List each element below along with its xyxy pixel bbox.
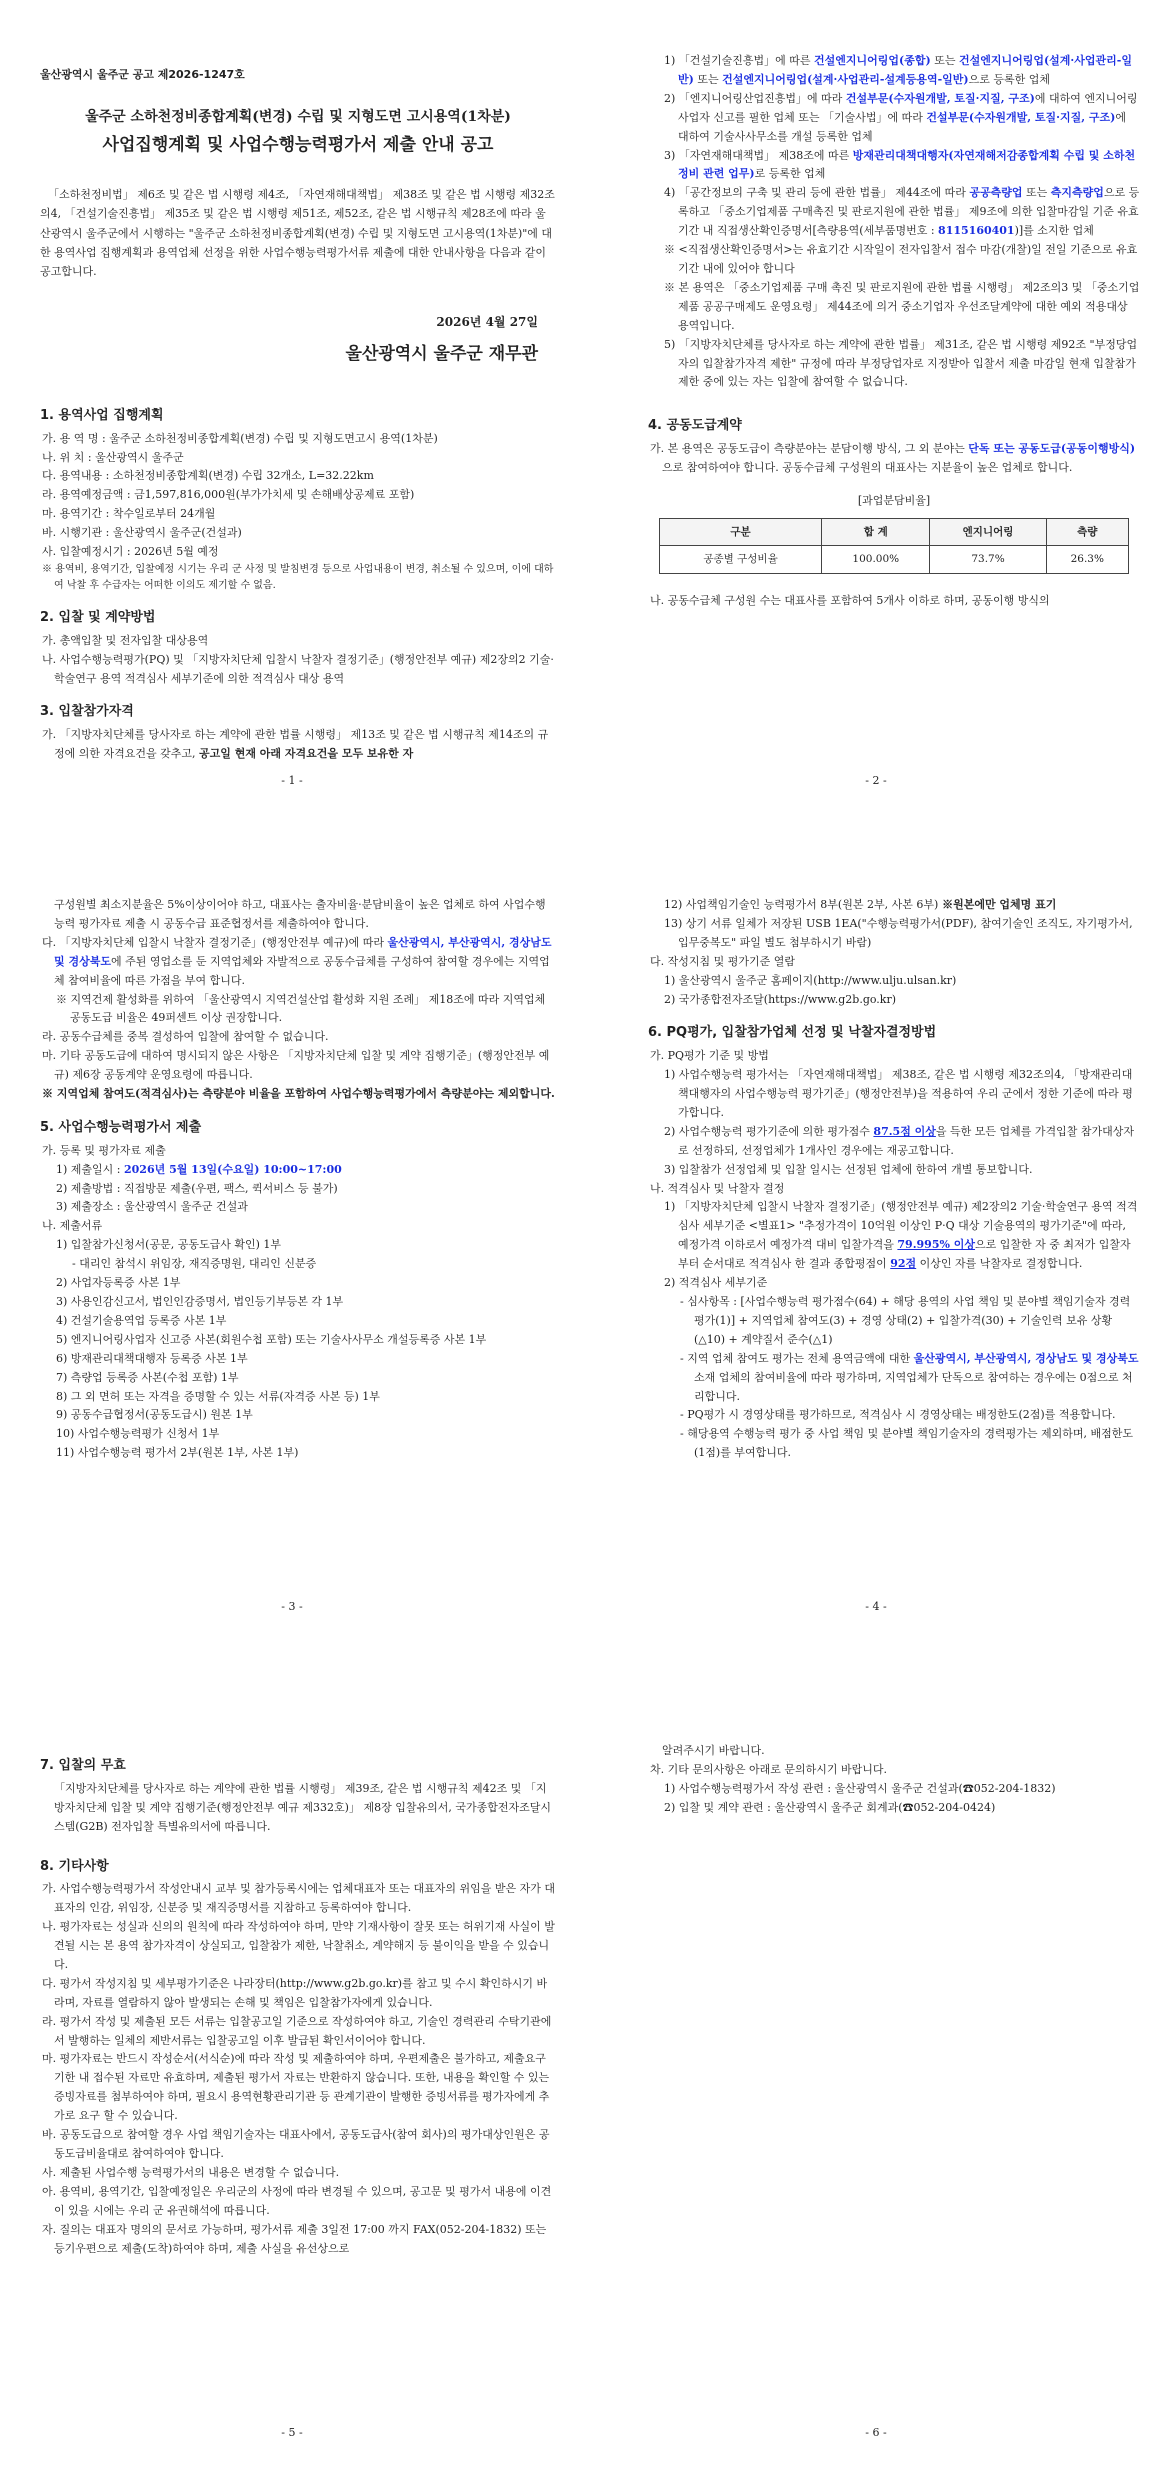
s3-note-2: ※ 본 용역은 「중소기업제품 구매 촉진 및 판로지원에 관한 법률 시행령」 제2조의3 및 「중소기업제품 공공구매제도 운영요령」 제44조에 의거 중소기업자 우선조달계약에 대한 예외 적용대상 용역입니다. — [664, 280, 1140, 332]
s4-item-ma: 마. 기타 공동도급에 대하여 명시되지 않은 사항은 「지방자치단체 입찰 및 계약 집행기준」(행정안전부 예규) 제6장 공동계약 운영요령에 따릅니다. — [42, 1049, 550, 1082]
s8-item: 나. 평가자료는 성실과 신의의 원칙에 따라 작성하여야 하며, 만약 기재사항이 잘못 또는 허위기재 사실이 발견될 시는 본 용역 참가자격이 상실되고, 입찰참가 제한, 낙찰취소, 계약해지 등 불이익을 받을 수 있습니다. — [42, 1920, 555, 1971]
notice-number: 울산광역시 울주군 공고 제2026-1247호 — [40, 68, 245, 81]
table-cell: 100.00% — [822, 546, 930, 574]
s8-item: 바. 공동도급으로 참여할 경우 사업 책임기술자는 대표사에서, 공동도급사(참여 회사)의 평가대상인원은 공동도급비율대로 참여하여야 합니다. — [42, 2128, 550, 2160]
s1-item: 사. 입찰예정시기 : 2026년 5월 예정 — [42, 545, 219, 559]
table-header: 구분 — [660, 518, 822, 546]
table-caption: [과업분담비율] — [857, 493, 931, 507]
s8-item: 다. 평가서 작성지침 및 세부평가기준은 나라장터(http://www.g2b.go.kr)를 참고 및 수시 확인하시기 바라며, 자료를 열람하지 않아 발생되는 손해 및 책임은 입찰참가자에게 있습니다. — [42, 1976, 548, 2009]
s5-doc: 3) 사용인감신고서, 법인인감증명서, 법인등기부등본 각 1부 — [56, 1295, 344, 1309]
contact-item: 1) 사업수행능력평가서 작성 관련 : 울산광역시 울주군 건설과(☎052-204-1832) — [664, 1781, 1056, 1795]
s3-cond-1: 1) 「건설기술진흥법」에 따른 건설엔지니어링업(종합) 또는 건설엔지니어링업(설계·사업관리-일반) 또는 건설엔지니어링업(설계·사업관리-설계등용역-일반)으로 등록한 업체 — [664, 54, 1132, 86]
table-cell: 공종별 구성비율 — [660, 546, 822, 574]
s8-item: 아. 용역비, 용역기간, 입찰예정일은 우리군의 사정에 따라 변경될 수 있으며, 공고문 및 평가서 내용에 이견이 있을 시에는 우리 군 유권해석에 따릅니다. — [42, 2184, 552, 2217]
s6-na-2a: - 심사항목 : [사업수행능력 평가점수(64) + 해당 용역의 사업 책임 및 분야별 책임기술자 경력 평가(1)] + 지역업체 참여도(3) + 경영 상태(2) + 입찰가격(30) + 기술인력 보유 상황(△10) + 계약질서 준수(△1) — [680, 1295, 1131, 1346]
s4-item-na: 나. 공동수급체 구성원 수는 대표사를 포함하여 5개사 이하로 하며, 공동이행 방식의 — [650, 594, 1050, 608]
s4-note-bold: ※ 지역업체 참여도(적격심사)는 측량분야 비율을 포함하여 사업수행능력평가에서 측량분야는 제외합니다. — [42, 1087, 555, 1101]
notice-title-line1: 울주군 소하천정비종합계획(변경) 수립 및 지형도면 고시용역(1차분) — [85, 108, 511, 125]
s8-item: 라. 평가서 작성 및 제출된 모든 서류는 입찰공고일 기준으로 작성하여야 하고, 기술인 경력관리 수탁기관에서 발행하는 일체의 제반서류는 입찰공고일 이후 발급된 확인서이어야 합니다. — [42, 2014, 552, 2047]
s2-item: 가. 총액입찰 및 전자입찰 대상용역 — [42, 633, 209, 647]
page-3 — [0, 826, 584, 1652]
page-number: - 5 - — [281, 2426, 303, 2440]
section-5-title: 5. 사업수행능력평가서 제출 — [40, 1119, 202, 1135]
s3-cond-3: 3) 「자연재해대책법」 제38조에 따른 방재관리대책대행자(자연재해저감종합계획 수립 및 소하천정비 관련 업무)로 등록한 업체 — [664, 148, 1136, 181]
s8-item: 사. 제출된 사업수행 능력평가서의 내용은 변경할 수 없습니다. — [42, 2165, 340, 2179]
page-6 — [584, 1652, 1168, 2478]
s4-item-ra: 라. 공동수급체를 중복 결성하여 입찰에 참여할 수 없습니다. — [42, 1030, 329, 1044]
intro-paragraph: 「소하천정비법」 제6조 및 같은 법 시행령 제4조, 「자연재해대책법」 제38조 및 같은 법 시행령 제32조의4, 「건설기술진흥법」 제35조 및 같은 법 시행령 제51조, 제52조, 같은 법 시행규칙 제28조에 따라 울산광역시 울주군에서 시행하는 "울주군 소하천정비종합계획(변경) 수립 및 지형도면 고시용역(1차분)"에 대한 용역사업 집행계획과 용역업체 선정을 위한 사업수행능력평가서류 제출에 대한 안내사항을 다음과 같이 공고합니다. — [40, 188, 555, 279]
contact-item: 2) 입찰 및 계약 관련 : 울산광역시 울주군 회계과(☎052-204-0424) — [664, 1800, 996, 1814]
s5-doc: - 대리인 참석시 위임장, 재직증명원, 대리인 신분증 — [72, 1257, 317, 1271]
s8-item: 마. 평가자료는 반드시 작성순서(서식순)에 따라 작성 및 제출하여야 하며, 우편제출은 불가하고, 제출요구 기한 내 접수된 자료만 유효하며, 제출된 평가서 자료는 반환하지 않습니다. 또한, 내용을 확인할 수 있는 증빙자료를 첨부하여야 하며, 필요시 용역현황관리기관 등 관계기관이 발행한 증빙서류를 평가자에게 추가로 요구 할 수 있습니다. — [42, 2052, 550, 2123]
s6-na-2d: - 해당용역 수행능력 평가 중 사업 책임 및 분야별 책임기술자의 경력평가는 제외하며, 배점한도(1점)를 부여합니다. — [680, 1427, 1133, 1460]
table-header: 합 계 — [822, 518, 930, 546]
s6-na-2c: - PQ평가 시 경영상태를 평가하므로, 적격심사 시 경영상태는 배정한도(2점)를 적용합니다. — [680, 1408, 1116, 1422]
share-ratio-table — [659, 518, 1129, 575]
s5-sub-da: 다. 작성지침 및 평가기준 열람 — [650, 954, 795, 968]
section-3-title: 3. 입찰참가자격 — [40, 704, 134, 720]
s6-na-2: 2) 적격심사 세부기준 — [664, 1276, 768, 1290]
s5-doc: 1) 입찰참가신청서(공문, 공동도급사 확인) 1부 — [56, 1238, 281, 1252]
s5-link[interactable]: 2) 국가종합전자조달(https://www.g2b.go.kr) — [664, 992, 897, 1006]
s6-sub-ga: 가. PQ평가 기준 및 방법 — [650, 1049, 769, 1063]
page-number: - 1 - — [281, 774, 303, 788]
s6-sub-na: 나. 적격심사 및 낙찰자 결정 — [650, 1181, 785, 1195]
s5-doc: 5) 엔지니어링사업자 신고증 사본(회원수첩 포함) 또는 기술사사무소 개설등록증 사본 1부 — [56, 1332, 487, 1346]
s4-item-da: 다. 「지방자치단체 입찰시 낙찰자 결정기준」(행정안전부 예규)에 따라 울산광역시, 부산광역시, 경상남도 및 경상북도에 주된 영업소를 둔 지역업체와 자발적으로 공동수급체를 구성하여 참여할 경우에는 지역업체 참여비율에 따른 가점을 부여 합니다. — [42, 935, 552, 987]
s5-doc: 9) 공동수급협정서(공동도급시) 원본 1부 — [56, 1408, 253, 1422]
s5-doc: 10) 사업수행능력평가 신청서 1부 — [56, 1427, 220, 1441]
s5-doc: 2) 사업자등록증 사본 1부 — [56, 1276, 181, 1290]
notice-title-line2: 사업집행계획 및 사업수행능력평가서 제출 안내 공고 — [102, 134, 494, 155]
s5-place: 3) 제출장소 : 울산광역시 울주군 건설과 — [56, 1200, 248, 1214]
page-4 — [584, 826, 1168, 1652]
s1-note: ※ 용역비, 용역기간, 입찰예정 시기는 우리 군 사정 및 발침변경 등으로 사업내용이 변경, 취소될 수 있으며, 이에 대하여 낙찰 후 수급자는 어떠한 이의도 제기할 수 없음. — [42, 563, 554, 591]
table-cell: 26.3% — [1046, 546, 1128, 574]
s3-cond-2: 2) 「엔지니어링산업진흥법」에 따라 건설부문(수자원개발, 토질·지질, 구조)에 대하여 엔지니어링사업자 신고를 필한 업체 또는 「기술사법」에 따라 건설부문(수자원개발, 토질·지질, 구조)에 대하여 기술사사무소를 개설 등록한 업체 — [664, 91, 1138, 143]
s6-ga-1: 1) 사업수행능력 평가서는 「자연재해대책법」 제38조, 같은 법 시행령 제32조의4, 「방재관리대책대행자의 사업수행능력 평가기준」(행정안전부)을 적용하여 우리 군에서 정한 기준에 따라 평가합니다. — [664, 1068, 1133, 1119]
s5-sub-na: 나. 제출서류 — [42, 1219, 103, 1233]
notice-date: 2026년 4월 27일 — [436, 315, 538, 330]
s5-date: 1) 제출일시 : 2026년 5월 13일(수요일) 10:00~17:00 — [56, 1162, 342, 1176]
section-4-title: 4. 공동도급계약 — [648, 418, 742, 434]
section-8-title: 8. 기타사항 — [40, 1858, 109, 1874]
s4-item-da-note: ※ 지역건제 활성화를 위하여 「울산광역시 지역건설산업 활성화 지원 조례」 제18조에 따라 지역업체 공동도급 비율은 49퍼센트 이상 권장합니다. — [56, 992, 546, 1025]
s3-note-1: ※ <직접생산확인증명서>는 유효기간 시작일이 전자입찰서 접수 마감(개찰)일 전일 기준으로 유효기간 내에 있어야 합니다 — [664, 243, 1138, 275]
s3-item-ga: 가. 「지방자치단체를 당사자로 하는 계약에 관한 법률 시행령」 제13조 및 같은 법 시행규칙 제14조의 규정에 의한 자격요건을 갖추고, 공고일 현재 아래 자격요건을 모두 보유한 자 — [42, 728, 549, 761]
section-1-title: 1. 용역사업 집행계획 — [40, 407, 164, 423]
s1-item: 바. 시행기관 : 울산광역시 울주군(건설과) — [42, 526, 242, 540]
s6-na-1: 1) 「지방자치단체 입찰시 낙찰자 결정기준」(행정안전부 예규) 제2장의2 기술·학술연구 용역 적격심사 세부기준 <별표1> "추정가격이 10억원 이상인 P·Q 대상 기술용역의 평가기준"에 따라, 예정가격 이하로서 예정가격 대비 입찰가격을 79.995% 이상으로 입찰한 자 중 최저가 입찰자부터 순서대로 적격심사 한 결과 종합평점이 92점 이상인 자를 낙찰자로 결정합니다. — [664, 1200, 1138, 1271]
s8-cont: 알려주시기 바랍니다. — [662, 1744, 765, 1757]
s5-doc: 8) 그 외 면허 또는 자격을 증명할 수 있는 서류(자격증 사본 등) 1부 — [56, 1389, 380, 1403]
s5-doc: 13) 상기 서류 일체가 저장된 USB 1EA("수행능력평가서(PDF), 참여기술인 조직도, 자기평가서, 입무중복도" 파일 별도 첨부하시기 바람) — [664, 916, 1133, 949]
s6-ga-2: 2) 사업수행능력 평가기준에 의한 평가점수 87.5점 이상을 득한 모든 업체를 가격입찰 참가대상자로 선정하되, 선정업체가 1개사인 경우에는 재공고합니다. — [664, 1124, 1135, 1157]
table-row — [660, 546, 1129, 574]
s3-cond-4: 4) 「공간정보의 구축 및 관리 등에 관한 법률」 제44조에 따라 공공측량업 또는 측지측량업으로 등록하고 「중소기업제품 구매촉진 및 판로지원에 관한 법률」 제9조에 의한 입찰마감일 기준 유효기간 내 직접생산확인증명서[측량용역(세부품명번호 : 8115160401)]를 소지한 업체 — [664, 186, 1140, 238]
section-7-title: 7. 입찰의 무효 — [40, 1758, 126, 1773]
s8-item: 가. 사업수행능력평가서 작성안내시 교부 및 참가등록시에는 업체대표자 또는 대표자의 위임을 받은 자가 대표자의 인감, 위임장, 신분증 및 재직증명서를 지참하고 등록하여야 합니다. — [42, 1882, 555, 1915]
table-header-row — [660, 518, 1129, 546]
s1-item: 마. 용역기간 : 착수일로부터 24개월 — [42, 507, 216, 521]
s8-item: 자. 질의는 대표자 명의의 문서로 가능하며, 평가서류 제출 3일전 17:00 까지 FAX(052-204-1832) 또는 등기우편으로 제출(도착)하여야 하며, 제출 사실을 유선상으로 — [42, 2222, 547, 2255]
table-cell: 73.7% — [930, 546, 1046, 574]
table-header: 측량 — [1046, 518, 1128, 546]
section-2-title: 2. 입찰 및 계약방법 — [40, 609, 156, 625]
page-1 — [0, 0, 584, 826]
page-number: - 3 - — [281, 1600, 303, 1614]
section-6-title: 6. PQ평가, 입찰참가업체 선정 및 낙찰자결정방법 — [648, 1025, 937, 1041]
page-number: - 6 - — [865, 2426, 887, 2440]
table-header: 엔지니어링 — [930, 518, 1046, 546]
page-number: - 4 - — [865, 1600, 887, 1614]
s3-cond-5: 5) 「지방자치단체를 당사자로 하는 계약에 관한 법률」 제31조, 같은 법 시행령 제92조 "부정당업자의 입찰참가자격 제한" 규정에 따라 부정당업자로 지정받아 입찰서 제출 마감일 현재 입찰참가 제한 중에 있는 자는 입찰에 참여할 수 없습니다. — [664, 337, 1138, 389]
page-2 — [584, 0, 1168, 826]
s5-doc: 7) 측량업 등록증 사본(수첩 포함) 1부 — [56, 1370, 239, 1384]
s5-way: 2) 제출방법 : 직접방문 제출(우편, 팩스, 퀵서비스 등 불가) — [56, 1181, 338, 1195]
s5-doc: 11) 사업수행능력 평가서 2부(원본 1부, 사본 1부) — [56, 1446, 299, 1460]
s5-doc: 6) 방재관리대책대행자 등록증 사본 1부 — [56, 1351, 248, 1365]
issuer: 울산광역시 울주군 재무관 — [345, 343, 538, 364]
s6-na-2b: - 지역 업체 참여도 평가는 전체 용역금액에 대한 울산광역시, 부산광역시, 경상남도 및 경상북도 소재 업체의 참여비율에 따라 평가하며, 지역업체가 단독으로 참여하는 경우에는 0점으로 처리합니다. — [680, 1351, 1139, 1403]
s6-ga-3: 3) 입찰참가 선정업체 및 입찰 일시는 선정된 업체에 한하여 개별 통보합니다. — [664, 1162, 1033, 1176]
s5-sub-ga: 가. 등록 및 평가자료 제출 — [42, 1143, 166, 1157]
s1-item: 나. 위 치 : 울산광역시 울주군 — [42, 450, 184, 464]
s1-item: 라. 용역예정금액 : 금1,597,816,000원(부가가치세 및 손해배상공제료 포함) — [42, 488, 415, 502]
s1-item: 다. 용역내용 : 소하천정비종합계획(변경) 수립 32개소, L=32.22km — [42, 469, 374, 483]
page-5 — [0, 1652, 584, 2478]
s7-text: 「지방자치단체를 당사자로 하는 계약에 관한 법률 시행령」 제39조, 같은 법 시행규칙 제42조 및 「지방자치단체 입찰 및 계약 집행기준(행정안전부 예규 제332호)」 제8장 입찰유의서, 국가종합전자조달시스템(G2B) 전자입찰 특별유의서에 따릅니다. — [54, 1781, 551, 1833]
s5-doc: 4) 건설기술용역업 등록증 사본 1부 — [56, 1313, 227, 1327]
page-number: - 2 - — [865, 774, 887, 788]
s5-link[interactable]: 1) 울산광역시 울주군 홈페이지(http://www.ulju.ulsan.kr) — [664, 973, 957, 987]
s8-cha: 차. 기타 문의사항은 아래로 문의하시기 바랍니다. — [650, 1762, 887, 1776]
s5-doc: 12) 사업책임기술인 능력평가서 8부(원본 2부, 사본 6부) ※원본에만 업체명 표기 — [664, 898, 1057, 911]
s4-item-ga: 가. 본 용역은 공동도급이 측량분야는 분담이행 방식, 그 외 분야는 단독 또는 공동도급(공동이행방식)으로 참여하여야 합니다. 공동수급체 구성원의 대표사는 지분율이 높은 업체로 합니다. — [650, 442, 1136, 475]
s4-item-na-cont: 구성원별 최소지분율은 5%이상이어야 하고, 대표사는 출자비율·분담비율이 높은 업체로 하여 사업수행능력 평가자료 제출 시 공동수급 표준협정서를 제출하여야 합니다. — [54, 898, 546, 930]
s1-item: 가. 용 역 명 : 울주군 소하천정비종합계획(변경) 수립 및 지형도면고시 용역(1차분) — [42, 431, 438, 445]
s2-item: 나. 사업수행능력평가(PQ) 및 「지방자치단체 입찰시 낙찰자 결정기준」(행정안전부 예규) 제2장의2 기술·학술연구 용역 적격심사 세부기준에 의한 적격심사 대상 용역 — [42, 652, 554, 685]
